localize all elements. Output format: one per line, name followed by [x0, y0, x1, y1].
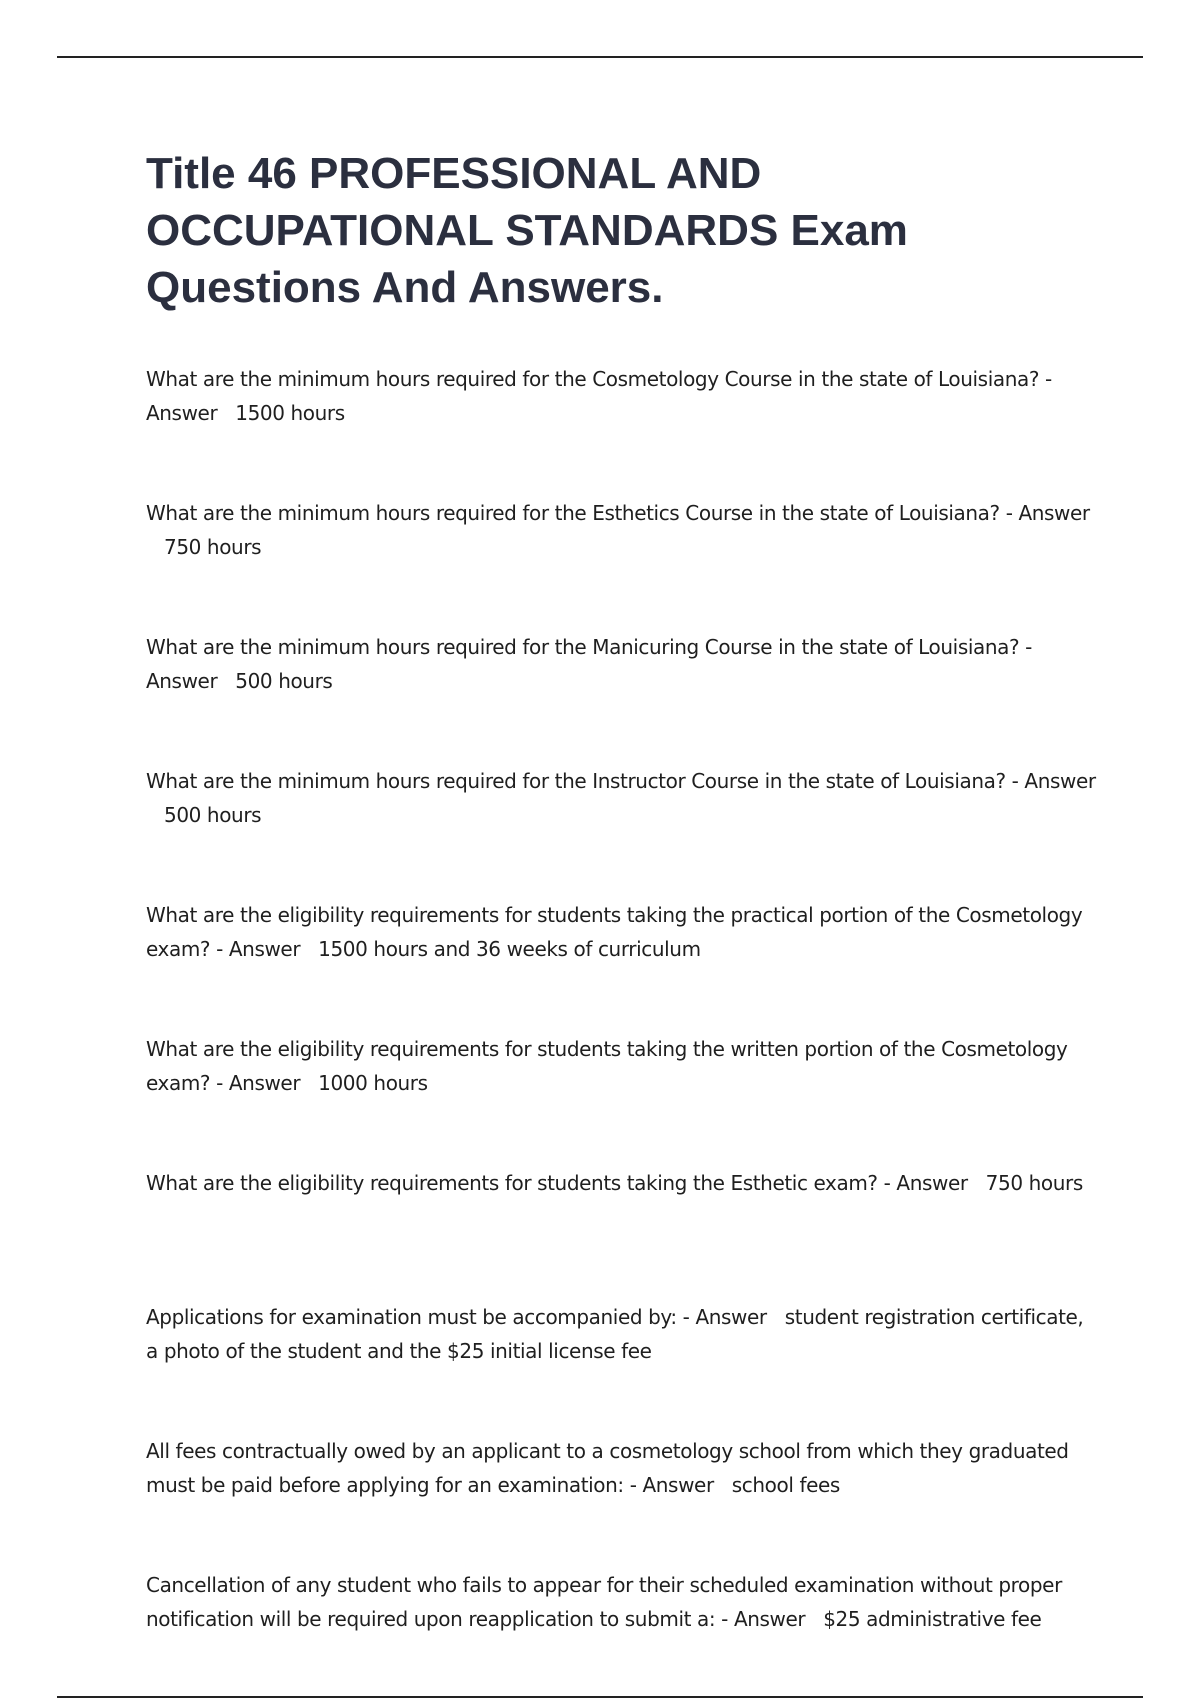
- qa-item: [146, 496, 1096, 564]
- answer-text: 1500 hours: [235, 401, 345, 425]
- answer-text: 1000 hours: [318, 1071, 428, 1095]
- qa-item: [146, 362, 1096, 430]
- qa-list: [146, 362, 1096, 1636]
- question-text: What are the eligibility requirements for students taking the Esthetic exam? -: [146, 1171, 891, 1195]
- answer-label: Answer: [228, 937, 301, 961]
- qa-item: [146, 764, 1096, 832]
- answer-label: Answer: [642, 1473, 714, 1497]
- answer-text: 500 hours: [235, 669, 333, 693]
- question-text: All fees contractually owed by an applicant to a cosmetology school from which they graduated must be paid before applying for an examination: -: [146, 1439, 1069, 1497]
- answer-text: school fees: [731, 1473, 840, 1497]
- qa-item: [146, 898, 1096, 966]
- qa-item: [146, 1568, 1096, 1636]
- answer-text: $25 administrative fee: [823, 1607, 1042, 1631]
- answer-label: Answer: [733, 1607, 806, 1631]
- answer-text: student registration certificate, a photo of the student and the $25 initial license fee: [146, 1305, 1084, 1363]
- qa-item: [146, 1032, 1096, 1100]
- question-text: What are the eligibility requirements for students taking the written portion of the Cosmetology exam? -: [146, 1037, 1068, 1095]
- answer-text: 1500 hours and 36 weeks of curriculum: [318, 937, 701, 961]
- qa-item: [146, 1166, 1096, 1234]
- question-text: What are the eligibility requirements for students taking the practical portion of the Cosmetology exam? -: [146, 903, 1083, 961]
- answer-label: Answer: [896, 1171, 968, 1195]
- bottom-rule: [57, 1696, 1143, 1698]
- qa-item: [146, 1434, 1096, 1502]
- answer-label: Answer: [228, 1071, 301, 1095]
- answer-text: 500 hours: [164, 803, 262, 827]
- answer-label: Answer: [1018, 501, 1090, 525]
- document-title: Title 46 PROFESSIONAL AND OCCUPATIONAL STANDARDS Exam Questions And Answers.: [146, 149, 908, 312]
- answer-text: 750 hours: [985, 1171, 1083, 1195]
- answer-label: Answer: [695, 1305, 767, 1329]
- answer-text: 750 hours: [164, 535, 262, 559]
- qa-item: [146, 630, 1096, 698]
- answer-label: Answer: [1024, 769, 1096, 793]
- question-text: What are the minimum hours required for the Cosmetology Course in the state of Louisiana? -: [146, 367, 1052, 391]
- question-text: Cancellation of any student who fails to appear for their scheduled examination without proper notification will be required upon reapplication to submit a: -: [146, 1573, 1062, 1631]
- question-text: What are the minimum hours required for the Instructor Course in the state of Louisiana? -: [146, 769, 1019, 793]
- document-body: [146, 145, 1096, 1636]
- answer-label: Answer: [146, 401, 218, 425]
- question-text: What are the minimum hours required for the Esthetics Course in the state of Louisiana? -: [146, 501, 1013, 525]
- top-rule: [57, 56, 1143, 58]
- question-text: Applications for examination must be accompanied by: -: [146, 1305, 690, 1329]
- qa-item: [146, 1300, 1096, 1368]
- question-text: What are the minimum hours required for the Manicuring Course in the state of Louisiana? -: [146, 635, 1032, 659]
- answer-label: Answer: [146, 669, 218, 693]
